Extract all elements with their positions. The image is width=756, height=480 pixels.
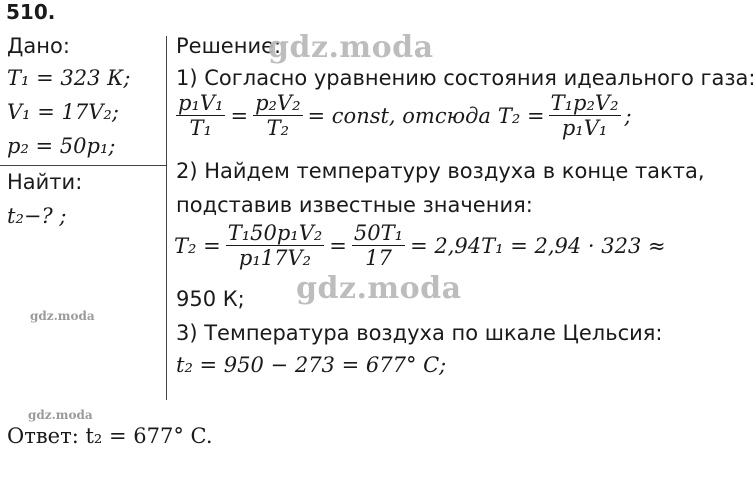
answer: Ответ: t₂ = 677° C. <box>7 424 213 448</box>
problem-number: 510. <box>6 0 56 24</box>
fraction: $\frac{\text{p₁V₁}}{\text{T₁}}$ <box>178 91 224 141</box>
step2-result: 950 К; <box>176 287 245 311</box>
column-divider <box>166 36 167 400</box>
watermark-logo: gdz.moda <box>296 271 462 306</box>
find-target: t₂−? ; <box>7 204 67 228</box>
given-temperature: T₁ = 323 К; <box>7 66 131 90</box>
given-pressure: p₂ = 50p₁; <box>7 134 116 158</box>
fraction: $\frac{\text{T₁p₂V₂}}{\text{p₁V₁}}$ <box>550 91 619 141</box>
fraction: $\frac{\text{p₂V₂}}{\text{T₂}}$ <box>255 91 301 141</box>
given-volume: V₁ = 17V₂; <box>7 100 119 124</box>
step3-text: 3) Температура воздуха по шкале Цельсия: <box>176 321 663 345</box>
watermark-logo: gdz.moda <box>28 408 93 422</box>
step3-formula: t₂ = 950 − 273 = 677° C; <box>176 353 447 377</box>
given-header: Дано: <box>7 34 70 58</box>
find-header: Найти: <box>7 170 83 194</box>
watermark-logo: gdz.moda <box>30 309 95 323</box>
watermark-logo: gdz.moda <box>268 30 434 65</box>
step2-formula: T₂ = $\frac{\text{T₁50p₁V₂}}{\text{p₁17V₂}}$ = $\frac{\text{50T₁}}{17}$ = 2,94T₁ = 2,94 · 323 ≈ <box>174 221 666 271</box>
step1-formula: $\frac{\text{p₁V₁}}{\text{T₁}}$ = $\frac{\text{p₂V₂}}{\text{T₂}}$ = const, отсюда T₂ = $\frac{\text{T₁p₂V₂}}{\text{p₁V₁}}$ ; <box>178 91 632 141</box>
solution-header: Решение: <box>176 34 282 58</box>
step1-text: 1) Согласно уравнению состояния идеального газа: <box>176 66 756 90</box>
step2-text: 2) Найдем температуру воздуха в конце такта, <box>176 159 705 183</box>
given-find-divider <box>0 165 166 166</box>
fraction: $\frac{\text{50T₁}}{17}$ <box>353 221 404 271</box>
step2-text-cont: подставив известные значения: <box>176 193 533 217</box>
fraction: $\frac{\text{T₁50p₁V₂}}{\text{p₁17V₂}}$ <box>227 221 323 271</box>
